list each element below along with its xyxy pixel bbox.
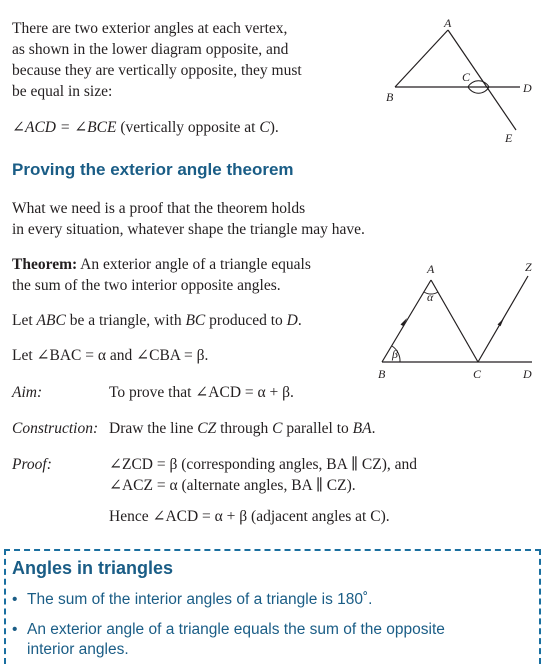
label-beta: β bbox=[392, 347, 398, 361]
theorem-statement bbox=[12, 254, 311, 296]
intro-paragraph bbox=[12, 18, 302, 102]
need-line: in every situation, whatever shape the triangle may have. bbox=[12, 221, 365, 238]
construction-label: Construction: bbox=[12, 420, 99, 437]
exterior-angles-diagram bbox=[380, 14, 545, 150]
equation-lhs: ∠ACD = ∠BCE bbox=[12, 119, 117, 136]
label-e: E bbox=[505, 131, 513, 145]
angle-bce-arc bbox=[468, 87, 489, 93]
theorem-line: the sum of the two interior opposite angles. bbox=[12, 277, 281, 294]
let-angles-line: Let ∠BAC = α and ∠CBA = β. bbox=[12, 347, 209, 364]
bullet-text: The sum of the interior angles of a triangle is 180˚. bbox=[27, 591, 373, 608]
label-b: B bbox=[386, 90, 394, 104]
section-heading: Proving the exterior angle theorem bbox=[12, 160, 294, 179]
text: . bbox=[371, 420, 376, 437]
label-z: Z bbox=[525, 260, 532, 274]
summary-box-title: Angles in triangles bbox=[12, 558, 174, 578]
text: through bbox=[216, 420, 273, 437]
theorem-label: Theorem: bbox=[12, 256, 78, 273]
point-name: C bbox=[272, 420, 283, 437]
label-c: C bbox=[462, 70, 471, 84]
parallel-arrow-cz bbox=[498, 318, 505, 326]
proof-line: ∠ACZ = α (alternate angles, BA ∥ CZ). bbox=[109, 477, 356, 494]
label-d: D bbox=[523, 81, 532, 95]
bullet-text: An exterior angle of a triangle equals the sum of the opposite bbox=[27, 621, 445, 638]
exterior-angle-proof-diagram bbox=[370, 256, 545, 384]
side-ba bbox=[382, 280, 431, 362]
let-triangle-line bbox=[12, 310, 302, 331]
text: parallel to bbox=[282, 420, 353, 437]
proof-line: ∠ZCD = β (corresponding angles, BA ∥ CZ), and bbox=[109, 456, 417, 473]
side-name: BC bbox=[185, 312, 206, 329]
point-name: D bbox=[286, 312, 298, 329]
equation-note-end: ). bbox=[269, 119, 279, 136]
label-alpha: α bbox=[427, 290, 434, 304]
side-ab bbox=[395, 30, 448, 87]
bullet-icon: • bbox=[12, 591, 18, 608]
side-name: BA bbox=[352, 420, 372, 437]
triangle-name: ABC bbox=[36, 312, 66, 329]
label-a: A bbox=[444, 16, 452, 30]
text: Draw the line bbox=[109, 420, 198, 437]
intro-line: There are two exterior angles at each vertex, bbox=[12, 20, 288, 37]
text: be a triangle, with bbox=[65, 312, 186, 329]
intro-line: because they are vertically opposite, they must bbox=[12, 62, 302, 79]
label-a: A bbox=[427, 262, 435, 276]
label-b: B bbox=[378, 367, 386, 381]
text: Let bbox=[12, 312, 37, 329]
bullet-icon: • bbox=[12, 621, 18, 638]
text: produced to bbox=[205, 312, 287, 329]
label-d: D bbox=[523, 367, 532, 381]
vertically-opposite-equation bbox=[12, 117, 279, 138]
aim-label: Aim: bbox=[12, 384, 43, 401]
need-line: What we need is a proof that the theorem holds bbox=[12, 200, 306, 217]
line-name: CZ bbox=[197, 420, 217, 437]
label-c: C bbox=[473, 367, 482, 381]
summary-bullet bbox=[12, 620, 445, 660]
need-paragraph bbox=[12, 198, 365, 240]
bullet-text: interior angles. bbox=[27, 641, 129, 658]
intro-line: as shown in the lower diagram opposite, and bbox=[12, 41, 289, 58]
construction-text bbox=[109, 418, 375, 439]
theorem-line: An exterior angle of a triangle equals bbox=[77, 256, 311, 273]
proof-conclusion: Hence ∠ACD = α + β (adjacent angles at C). bbox=[109, 508, 390, 525]
equation-var: C bbox=[259, 119, 270, 136]
intro-line: be equal in size: bbox=[12, 83, 113, 100]
equation-note: (vertically opposite at bbox=[116, 119, 260, 136]
summary-bullet bbox=[12, 590, 373, 610]
proof-body bbox=[109, 454, 417, 527]
text: . bbox=[297, 312, 302, 329]
side-ae-extended bbox=[448, 30, 516, 130]
aim-text: To prove that ∠ACD = α + β. bbox=[109, 384, 294, 401]
proof-label: Proof: bbox=[12, 456, 52, 473]
